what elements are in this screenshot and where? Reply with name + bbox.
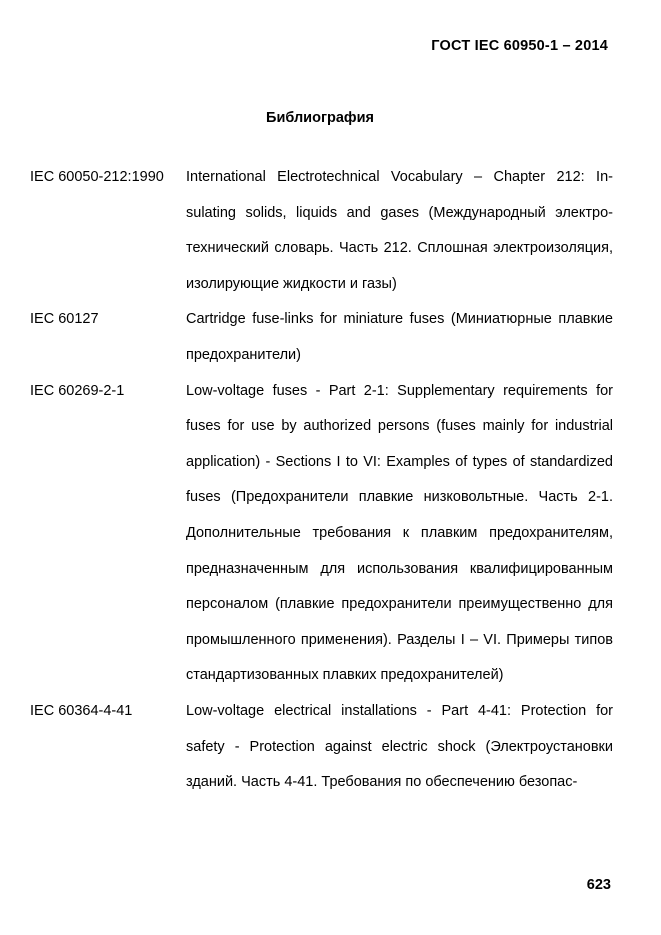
- document-standard-header: ГОСТ IEC 60950-1 – 2014: [431, 38, 608, 54]
- page-number: 623: [586, 877, 611, 893]
- bibliography-entry: [30, 694, 613, 801]
- entry-code: IEC 60127: [30, 311, 99, 328]
- bibliography-entry: [30, 374, 613, 694]
- entry-text: International Electrotechnical Vocabulary – Chapter 212: Insulating solids, liquids and gases (Международный электротехнический словарь. Часть 212. Сплошная электроизоляция, изолирующие жидкости и газы): [186, 169, 613, 292]
- entry-code: IEC 60269-2-1: [30, 382, 125, 399]
- entry-text: Low-voltage fuses - Part 2-1: Supplementary requirements for fuses for use by authorized persons (fuses mainly for industrial application) - Sections I to VI: Examples of types of standardized fuses (Предохранители плавкие низковольтные. Часть 2-1. Дополнительные требования к плавким предохранителям, предназначенным для использования квалифицированным персоналом (плавкие предохранители преимущественно для промышленного применения). Разделы I – VI. Примеры типов стандартизованных плавких предохранителей): [186, 382, 613, 684]
- bibliography-entry: [30, 160, 613, 302]
- entry-text: Cartridge fuse-links for miniature fuses (Миниатюрные плавкие предохранители): [186, 311, 613, 363]
- entry-code: IEC 60050-212:1990: [30, 169, 164, 185]
- entry-code: IEC 60364-4-41: [30, 702, 133, 719]
- bibliography-list: [30, 160, 613, 801]
- bibliography-title: Библиография: [266, 110, 374, 126]
- entry-text: Low-voltage electrical installations - Part 4-41: Protection for safety - Protection against electric shock (Электроустановки зданий. Часть 4-41. Требования по обеспечению безопас-: [186, 702, 613, 791]
- bibliography-entry: [30, 302, 613, 373]
